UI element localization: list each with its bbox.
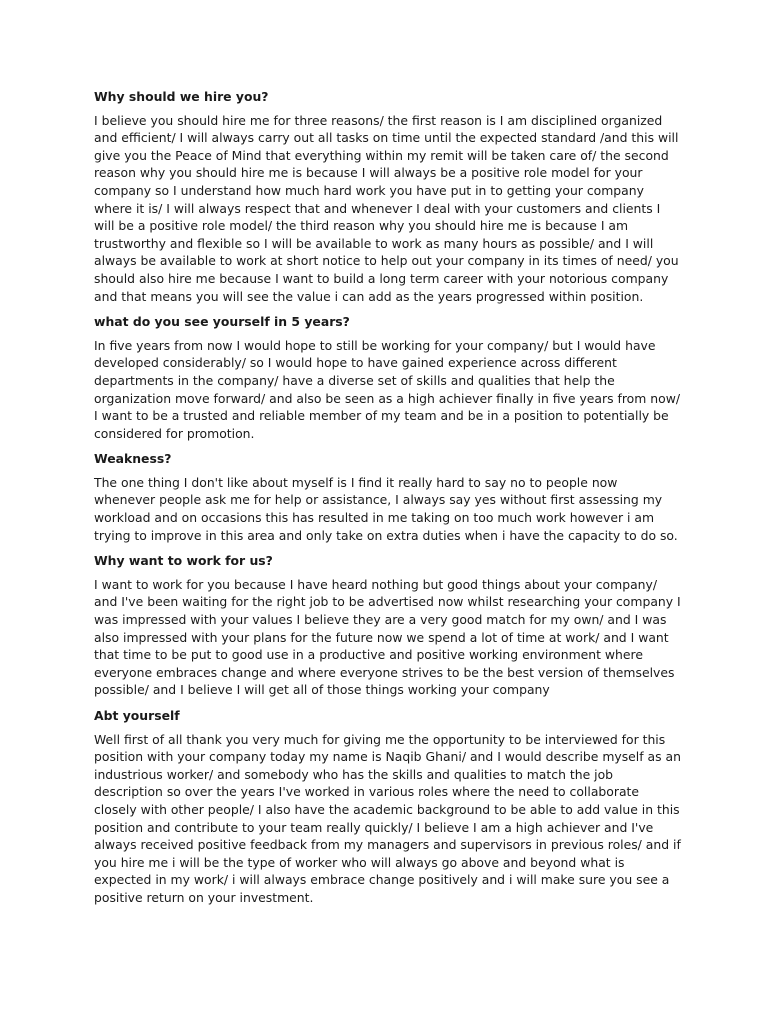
section-heading: Abt yourself [94, 708, 180, 723]
section-paragraph: I believe you should hire me for three reasons/ the first reason is I am disciplined organized and efficient/ I will always carry out all tasks on time until the expected standard /and this will give you the Peace of Mind that everything within my remit will be taken care of/ the second reason why you should hire me is because I will always be a positive role model for your company so I understand how much hard work you have put in to getting your company where it is/ I will always respect that and whenever I deal with your customers and clients I will be a positive role model/ the third reason why you should hire me is because I am trustworthy and flexible so I will be available to work as many hours as possible/ and I will always be available to work at short notice to help out your company in its times of need/ you should also hire me because I want to build a long term career with your notorious company and that means you will see the value i can add as the years progressed within position. [94, 112, 679, 304]
section-about-yourself [94, 707, 682, 907]
section-why-hire [94, 88, 682, 305]
section-paragraph: I want to work for you because I have heard nothing but good things about your company/ and I've been waiting for the right job to be advertised now whilst researching your company I was impressed with your values I believe they are a very good match for my own/ and I was also impressed with your plans for the future now we spend a lot of time at work/ and I want that time to be put to good use in a productive and positive working environment where everyone embraces change and where everyone strives to be the best version of themselves possible/ and I believe I will get all of those things working your company [94, 576, 681, 698]
section-five-years [94, 313, 682, 442]
section-weakness [94, 450, 682, 544]
section-heading: Why should we hire you? [94, 89, 269, 104]
section-paragraph: In five years from now I would hope to still be working for your company/ but I would have developed considerably/ so I would hope to have gained experience across different departments in the company/ have a diverse set of skills and qualities that help the organization move forward/ and also be seen as a high achiever finally in five years from now/ I want to be a trusted and reliable member of my team and be in a position to potentially be considered for promotion. [94, 337, 681, 441]
section-heading: Why want to work for us? [94, 553, 273, 569]
section-heading: what do you see yourself in 5 years? [94, 314, 350, 330]
section-paragraph: The one thing I don't like about myself is I find it really hard to say no to people now whenever people ask me for help or assistance, I always say yes without first assessing my workload and on occasions this has resulted in me taking on too much work however i am trying to improve in this area and only take on extra duties when i have the capacity to do so. [94, 474, 678, 543]
section-heading: Weakness? [94, 451, 172, 467]
section-why-work-for-us [94, 552, 682, 699]
section-paragraph: Well first of all thank you very much for giving me the opportunity to be interviewed for this position with your company today my name is Naqib Ghani/ and I would describe myself as an industrious worker/ and somebody who has the skills and qualities to match the job description so over the years I've worked in various roles where the need to collaborate closely with other people/ I also have the academic background to be able to add value in this position and contribute to your team really quickly/ I believe I am a high achiever and I've always received positive feedback from my managers and supervisors in previous roles/ and if you hire me i will be the type of worker who will always go above and beyond what is expected in my work/ i will always embrace change positively and i will make sure you see a positive return on your investment. [94, 731, 681, 905]
